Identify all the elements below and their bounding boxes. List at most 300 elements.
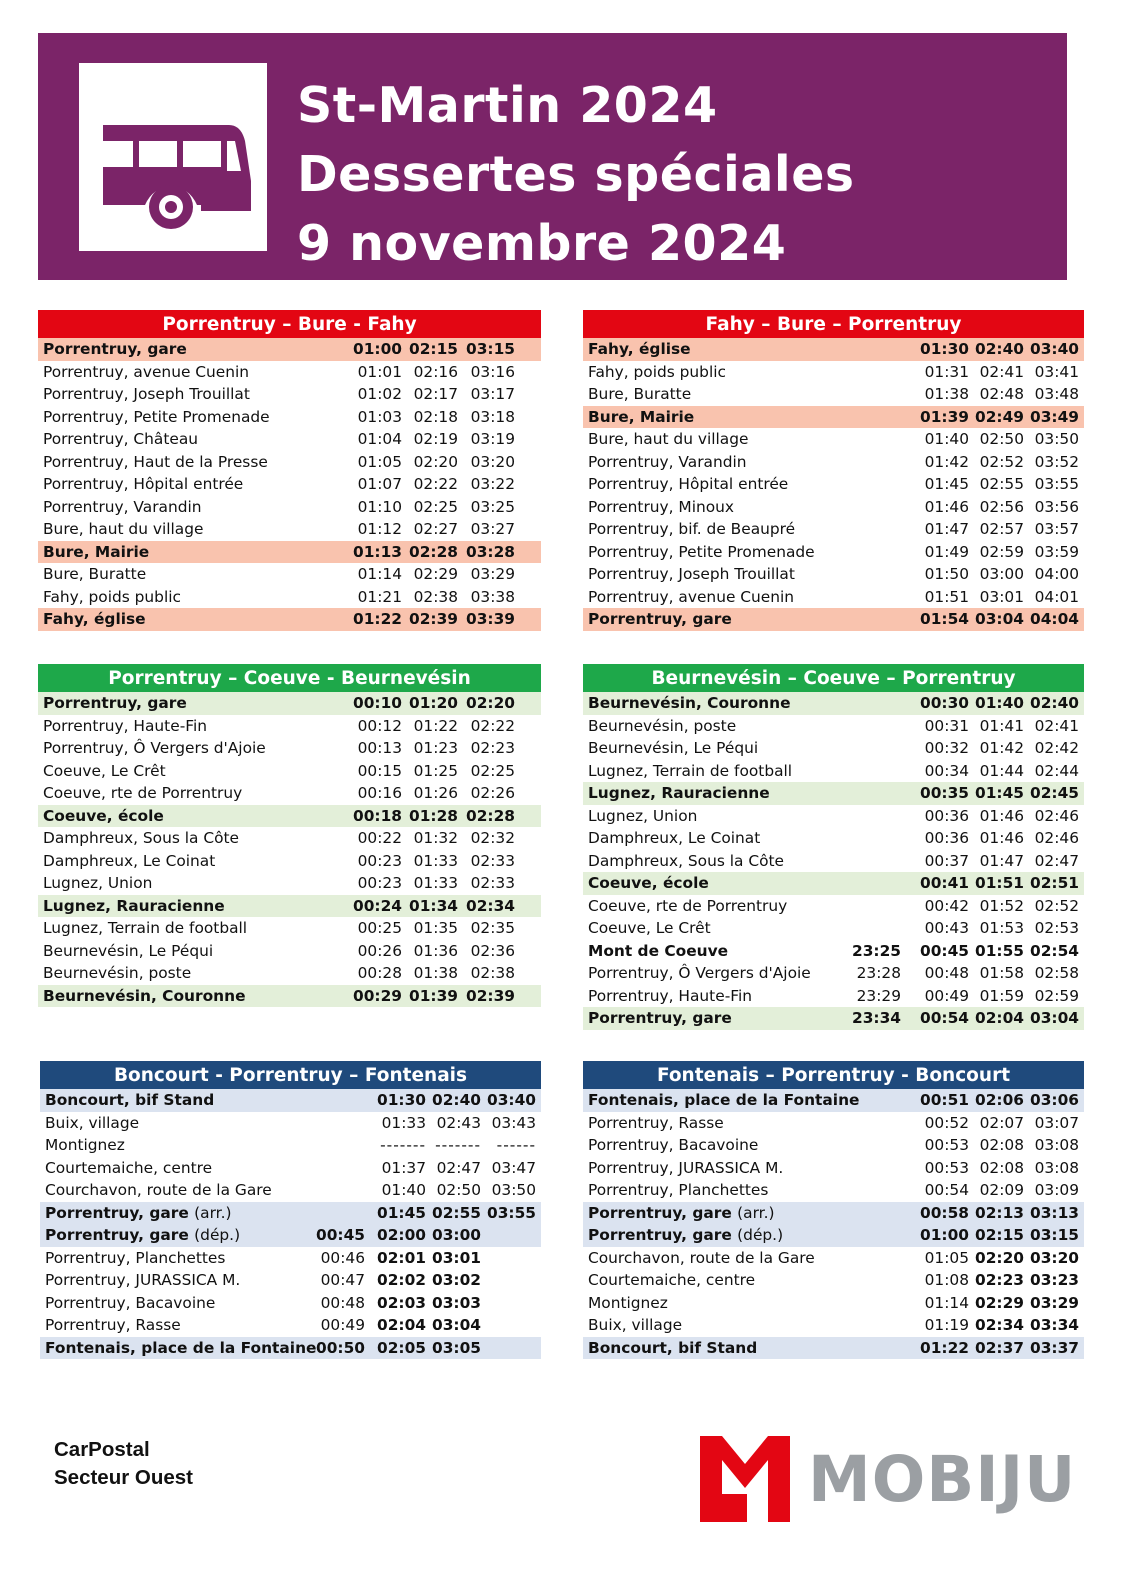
departure-time: 01:22 — [413, 716, 458, 735]
table-row — [583, 1292, 1084, 1315]
stop-label: Porrentruy, gare — [45, 1226, 189, 1244]
departure-time: 00:51 — [920, 1091, 969, 1109]
stop-name — [588, 737, 758, 760]
departure-time: 01:19 — [924, 1316, 969, 1334]
departure-time: 02:23 — [470, 739, 515, 757]
stop-name — [45, 1224, 240, 1247]
table-row — [583, 1157, 1084, 1180]
departure-time: 02:29 — [413, 565, 458, 583]
table-row — [38, 760, 541, 783]
departure-time: 01:52 — [979, 896, 1024, 915]
stop-label: Porrentruy, gare — [43, 694, 187, 712]
departure-time: 01:33 — [413, 851, 458, 870]
departure-time: 03:09 — [1034, 1181, 1079, 1199]
stop-label: Porrentruy, Rasse — [588, 1113, 724, 1132]
stop-name — [588, 760, 792, 783]
departure-time: 01:40 — [381, 1181, 426, 1199]
stop-name — [43, 850, 215, 873]
departure-time: 01:37 — [381, 1158, 426, 1177]
stop-name — [43, 563, 146, 586]
table-row — [583, 1007, 1084, 1030]
departure-time: 02:44 — [1034, 761, 1079, 780]
departure-time: 02:02 — [377, 1271, 426, 1289]
departure-time: 02:25 — [413, 497, 458, 516]
departure-time: 03:59 — [1034, 542, 1079, 561]
table-row — [583, 406, 1084, 429]
stop-name — [588, 406, 694, 429]
departure-time: 02:17 — [413, 385, 458, 403]
table-row — [583, 827, 1084, 850]
departure-time: 00:25 — [357, 919, 402, 937]
table-row — [583, 1089, 1084, 1112]
stop-label: Porrentruy, Joseph Trouillat — [588, 565, 795, 583]
departure-time: 02:18 — [413, 407, 458, 426]
stop-name — [588, 872, 709, 895]
departure-time: 01:23 — [413, 739, 458, 757]
departure-time: 01:45 — [377, 1203, 426, 1222]
departure-time: ------- — [380, 1136, 426, 1154]
table-row — [40, 1314, 541, 1337]
stop-name — [43, 827, 239, 850]
stop-name — [588, 338, 691, 361]
departure-time: 03:50 — [1034, 430, 1079, 448]
stop-label: Beurnevésin, poste — [588, 716, 737, 735]
departure-time: 03:15 — [466, 340, 515, 358]
departure-time: 02:05 — [377, 1338, 426, 1357]
departure-time: 02:52 — [1034, 896, 1079, 915]
departure-time: 01:21 — [357, 587, 402, 606]
stop-label: Buix, village — [588, 1316, 683, 1334]
departure-time: 00:31 — [924, 716, 969, 735]
departure-time: 01:51 — [975, 874, 1024, 892]
departure-time: 03:01 — [432, 1248, 481, 1267]
departure-time: 02:37 — [975, 1338, 1024, 1357]
stop-label: Porrentruy, Château — [43, 430, 199, 448]
departure-time: 00:54 — [920, 1009, 969, 1027]
departure-time: 01:46 — [979, 829, 1024, 847]
departure-time: 00:16 — [357, 784, 402, 802]
departure-time: 01:46 — [924, 497, 969, 516]
departure-time: 02:50 — [979, 430, 1024, 448]
stop-label: Bure, haut du village — [588, 430, 749, 448]
departure-time: 04:04 — [1030, 610, 1079, 628]
departure-time: 02:41 — [979, 362, 1024, 381]
table-row — [38, 805, 541, 828]
departure-time: 02:51 — [1030, 874, 1079, 892]
stop-name — [588, 985, 752, 1008]
table-row — [583, 361, 1084, 384]
stop-label: Fahy, poids public — [43, 587, 181, 606]
departure-time: 03:19 — [470, 430, 515, 448]
departure-time: 03:04 — [432, 1316, 481, 1334]
departure-time: ------ — [496, 1136, 536, 1154]
stop-note: (arr.) — [194, 1203, 232, 1222]
table-row — [583, 541, 1084, 564]
table-row — [38, 962, 541, 985]
departure-time: 02:09 — [979, 1181, 1024, 1199]
stop-label: Coeuve, rte de Porrentruy — [588, 896, 788, 915]
stop-label: Beurnevésin, Couronne — [588, 694, 791, 712]
stop-name — [43, 940, 213, 963]
departure-time: 03:23 — [1030, 1271, 1079, 1289]
departure-time: 01:36 — [413, 941, 458, 960]
departure-time: 01:02 — [357, 385, 402, 403]
departure-time: 02:07 — [979, 1113, 1024, 1132]
stop-note: (arr.) — [737, 1203, 775, 1222]
table-row — [583, 1269, 1084, 1292]
bus-icon-box — [79, 63, 267, 251]
stop-label: Coeuve, Le Crêt — [43, 761, 166, 780]
departure-time: 02:26 — [470, 784, 515, 802]
departure-time: 03:37 — [1030, 1338, 1079, 1357]
table-row — [583, 1247, 1084, 1270]
table-row — [583, 1112, 1084, 1135]
departure-time: 23:25 — [852, 941, 901, 960]
departure-time: 03:55 — [1034, 475, 1079, 493]
stop-name — [43, 895, 225, 918]
departure-time: 01:08 — [924, 1271, 969, 1289]
departure-time: 00:53 — [924, 1158, 969, 1177]
stop-label: Porrentruy, JURASSICA M. — [45, 1271, 241, 1289]
departure-time: 00:52 — [924, 1113, 969, 1132]
stop-name — [588, 586, 794, 609]
departure-time: 02:54 — [1030, 941, 1079, 960]
stop-name — [43, 586, 181, 609]
stop-label: Porrentruy, avenue Cuenin — [588, 587, 795, 606]
stop-name — [588, 1007, 732, 1030]
stop-name — [588, 917, 711, 940]
stop-label: Porrentruy, Haute-Fin — [588, 986, 753, 1005]
departure-time: 00:18 — [353, 806, 402, 825]
departure-time: ------- — [435, 1136, 481, 1154]
stop-note: (dép.) — [737, 1226, 784, 1244]
table-row — [583, 1179, 1084, 1202]
departure-time: 00:13 — [357, 739, 402, 757]
stop-label: Courchavon, route de la Gare — [588, 1248, 815, 1267]
stop-label: Porrentruy, gare — [588, 1009, 732, 1027]
stop-label: Porrentruy, Rasse — [45, 1316, 181, 1334]
departure-time: 02:50 — [436, 1181, 481, 1199]
departure-time: 01:25 — [413, 761, 458, 780]
departure-time: 00:41 — [920, 874, 969, 892]
table-row — [38, 850, 541, 873]
stop-name — [588, 895, 787, 918]
table-row — [583, 715, 1084, 738]
departure-time: 02:49 — [975, 407, 1024, 426]
stop-name — [588, 496, 734, 519]
departure-time: 02:28 — [409, 542, 458, 561]
table-row — [583, 760, 1084, 783]
departure-time: 01:59 — [979, 986, 1024, 1005]
departure-time: 02:53 — [1034, 919, 1079, 937]
stop-name — [45, 1134, 125, 1157]
stop-name — [43, 338, 187, 361]
stop-label: Montignez — [588, 1293, 668, 1312]
table-row — [40, 1292, 541, 1315]
stop-label: Lugnez, Terrain de football — [588, 761, 793, 780]
departure-time: 02:15 — [975, 1226, 1024, 1244]
departure-time: 02:55 — [432, 1203, 481, 1222]
stop-note: (dép.) — [194, 1226, 241, 1244]
table-row — [583, 473, 1084, 496]
departure-time: 03:00 — [432, 1226, 481, 1244]
stop-label: Porrentruy, bif. de Beaupré — [588, 520, 796, 538]
stop-name — [43, 361, 249, 384]
stop-name — [588, 1134, 758, 1157]
stop-label: Beurnevésin, Le Péqui — [588, 739, 759, 757]
table-row — [40, 1089, 541, 1112]
stop-label: Bure, Mairie — [43, 542, 150, 561]
stop-label: Porrentruy, Joseph Trouillat — [43, 385, 250, 403]
stop-label: Porrentruy, avenue Cuenin — [43, 362, 250, 381]
table-row — [583, 428, 1084, 451]
departure-time: 02:48 — [979, 385, 1024, 403]
stop-name — [43, 962, 191, 985]
stop-label: Beurnevésin, Le Péqui — [43, 941, 214, 960]
timetable-4 — [583, 664, 1084, 1030]
stop-name — [588, 1157, 783, 1180]
title-line-1: St-Martin 2024 — [297, 77, 718, 134]
departure-time: 00:48 — [320, 1293, 365, 1312]
departure-time: 00:49 — [924, 986, 969, 1005]
departure-time: 03:08 — [1034, 1158, 1079, 1177]
stop-name — [588, 428, 748, 451]
stop-label: Montignez — [45, 1136, 125, 1154]
stop-label: Porrentruy, Minoux — [588, 497, 735, 516]
stop-label: Damphreux, Sous la Côte — [588, 851, 785, 870]
table-row — [40, 1134, 541, 1157]
timetable-title: Fontenais – Porrentruy - Boncourt — [583, 1061, 1084, 1089]
operator-info — [54, 1436, 193, 1492]
stop-label: Porrentruy, Bacavoine — [588, 1136, 759, 1154]
timetable-2 — [583, 310, 1084, 631]
stop-label: Porrentruy, gare — [45, 1203, 189, 1222]
timetable-title: Porrentruy – Coeuve - Beurnevésin — [38, 664, 541, 692]
timetable-title: Boncourt - Porrentruy – Fontenais — [40, 1061, 541, 1089]
departure-time: 00:48 — [924, 964, 969, 982]
table-row — [583, 1224, 1084, 1247]
stop-label: Porrentruy, Planchettes — [45, 1248, 226, 1267]
departure-time: 01:00 — [353, 340, 402, 358]
table-row — [583, 737, 1084, 760]
departure-time: 01:54 — [920, 610, 969, 628]
stop-label: Porrentruy, Hôpital entrée — [588, 475, 789, 493]
departure-time: 01:39 — [920, 407, 969, 426]
stop-name — [43, 692, 187, 715]
stop-label: Damphreux, Le Coinat — [43, 851, 216, 870]
departure-time: 03:20 — [470, 452, 515, 471]
table-row — [38, 895, 541, 918]
table-row — [583, 940, 1084, 963]
departure-time: 03:28 — [466, 542, 515, 561]
departure-time: 02:46 — [1034, 806, 1079, 825]
stop-name — [588, 1314, 682, 1337]
stop-name — [45, 1179, 272, 1202]
table-row — [40, 1224, 541, 1247]
departure-time: 01:04 — [357, 430, 402, 448]
stop-name — [588, 1337, 757, 1360]
stop-name — [43, 541, 149, 564]
operator-sector: Secteur Ouest — [54, 1466, 193, 1489]
stop-label: Porrentruy, Hôpital entrée — [43, 475, 244, 493]
departure-time: 02:08 — [979, 1136, 1024, 1154]
departure-time: 01:46 — [979, 806, 1024, 825]
departure-time: 03:49 — [1030, 407, 1079, 426]
departure-time: 01:14 — [924, 1293, 969, 1312]
operator-name: CarPostal — [54, 1438, 150, 1461]
departure-time: 03:01 — [979, 587, 1024, 606]
stop-name — [43, 451, 268, 474]
stop-name — [43, 473, 243, 496]
departure-time: 00:32 — [924, 739, 969, 757]
departure-time: 01:47 — [979, 851, 1024, 870]
table-row — [38, 496, 541, 519]
stop-label: Coeuve, Le Crêt — [588, 919, 711, 937]
timetable-5 — [40, 1061, 541, 1359]
departure-time: 02:33 — [470, 851, 515, 870]
table-row — [583, 917, 1084, 940]
departure-time: 02:34 — [975, 1316, 1024, 1334]
departure-time: 00:49 — [320, 1316, 365, 1334]
stop-label: Damphreux, Sous la Côte — [43, 829, 240, 847]
departure-time: 00:23 — [357, 874, 402, 892]
stop-label: Fontenais, place de la Fontaine — [45, 1338, 317, 1357]
stop-label: Beurnevésin, poste — [43, 964, 192, 982]
departure-time: 02:57 — [979, 520, 1024, 538]
departure-time: 00:15 — [357, 761, 402, 780]
departure-time: 02:29 — [975, 1293, 1024, 1312]
departure-time: 00:22 — [357, 829, 402, 847]
departure-time: 23:34 — [852, 1009, 901, 1027]
departure-time: 23:29 — [856, 986, 901, 1005]
departure-time: 01:38 — [413, 964, 458, 982]
table-row — [583, 383, 1084, 406]
departure-time: 03:48 — [1034, 385, 1079, 403]
departure-time: 02:01 — [377, 1248, 426, 1267]
stop-label: Coeuve, école — [43, 806, 164, 825]
stop-label: Porrentruy, Ô Vergers d'Ajoie — [43, 739, 266, 757]
table-row — [583, 1202, 1084, 1225]
table-row — [38, 586, 541, 609]
stop-name — [588, 518, 795, 541]
stop-label: Lugnez, Terrain de football — [43, 919, 248, 937]
table-row — [38, 940, 541, 963]
bus-icon — [79, 63, 267, 251]
table-row — [38, 827, 541, 850]
departure-time: 01:05 — [924, 1248, 969, 1267]
departure-time: 03:40 — [487, 1091, 536, 1109]
stop-name — [588, 1247, 815, 1270]
departure-time: 02:20 — [975, 1248, 1024, 1267]
stop-name — [43, 737, 266, 760]
table-row — [38, 451, 541, 474]
stop-name — [588, 715, 736, 738]
table-row — [583, 1337, 1084, 1360]
departure-time: 03:29 — [470, 565, 515, 583]
table-row — [38, 473, 541, 496]
stop-name — [588, 541, 815, 564]
departure-time: 01:35 — [413, 919, 458, 937]
table-row — [583, 1134, 1084, 1157]
departure-time: 00:58 — [920, 1203, 969, 1222]
departure-time: 02:04 — [975, 1009, 1024, 1027]
departure-time: 03:02 — [432, 1271, 481, 1289]
table-row — [38, 518, 541, 541]
stop-name — [588, 1112, 724, 1135]
departure-time: 02:28 — [466, 806, 515, 825]
departure-time: 01:33 — [413, 874, 458, 892]
departure-time: 02:04 — [377, 1316, 426, 1334]
stop-name — [45, 1247, 225, 1270]
timetable-title: Beurnevésin – Coeuve – Porrentruy — [583, 664, 1084, 692]
departure-time: 01:42 — [924, 452, 969, 471]
departure-time: 02:40 — [432, 1091, 481, 1109]
departure-time: 03:17 — [470, 385, 515, 403]
stop-label: Mont de Coeuve — [588, 941, 729, 960]
table-row — [40, 1179, 541, 1202]
departure-time: 02:39 — [466, 986, 515, 1005]
departure-time: 01:32 — [413, 829, 458, 847]
departure-time: 02:39 — [409, 610, 458, 628]
departure-time: 02:22 — [470, 716, 515, 735]
departure-time: 01:22 — [353, 610, 402, 628]
departure-time: 00:26 — [357, 941, 402, 960]
departure-time: 01:38 — [924, 385, 969, 403]
departure-time: 01:39 — [409, 986, 458, 1005]
departure-time: 03:57 — [1034, 520, 1079, 538]
stop-name — [43, 805, 164, 828]
departure-time: 02:42 — [1034, 739, 1079, 757]
departure-time: 01:12 — [357, 520, 402, 538]
stop-name — [588, 805, 697, 828]
departure-time: 00:45 — [920, 941, 969, 960]
table-row — [40, 1269, 541, 1292]
departure-time: 23:28 — [856, 964, 901, 982]
departure-time: 02:13 — [975, 1203, 1024, 1222]
table-row — [38, 361, 541, 384]
stop-label: Coeuve, rte de Porrentruy — [43, 784, 243, 802]
departure-time: 01:28 — [409, 806, 458, 825]
stop-name — [43, 406, 270, 429]
table-row — [38, 608, 541, 631]
departure-time: 02:56 — [979, 497, 1024, 516]
departure-time: 03:07 — [1034, 1113, 1079, 1132]
departure-time: 02:38 — [413, 587, 458, 606]
table-row — [583, 338, 1084, 361]
departure-time: 03:03 — [432, 1293, 481, 1312]
departure-time: 02:47 — [1034, 851, 1079, 870]
departure-time: 01:26 — [413, 784, 458, 802]
stop-label: Lugnez, Rauracienne — [43, 896, 225, 915]
departure-time: 00:47 — [320, 1271, 365, 1289]
departure-time: 01:45 — [975, 784, 1024, 802]
stop-name — [588, 850, 784, 873]
departure-time: 02:59 — [979, 542, 1024, 561]
stop-name — [43, 782, 242, 805]
table-row — [583, 518, 1084, 541]
table-row — [38, 782, 541, 805]
departure-time: 00:54 — [924, 1181, 969, 1199]
stop-label: Coeuve, école — [588, 874, 709, 892]
table-row — [583, 692, 1084, 715]
stop-label: Porrentruy, Petite Promenade — [588, 542, 815, 561]
departure-time: 03:29 — [1030, 1293, 1079, 1312]
departure-time: 02:27 — [413, 520, 458, 538]
departure-time: 01:07 — [357, 475, 402, 493]
departure-time: 00:43 — [924, 919, 969, 937]
stop-name — [43, 985, 246, 1008]
departure-time: 02:15 — [409, 340, 458, 358]
